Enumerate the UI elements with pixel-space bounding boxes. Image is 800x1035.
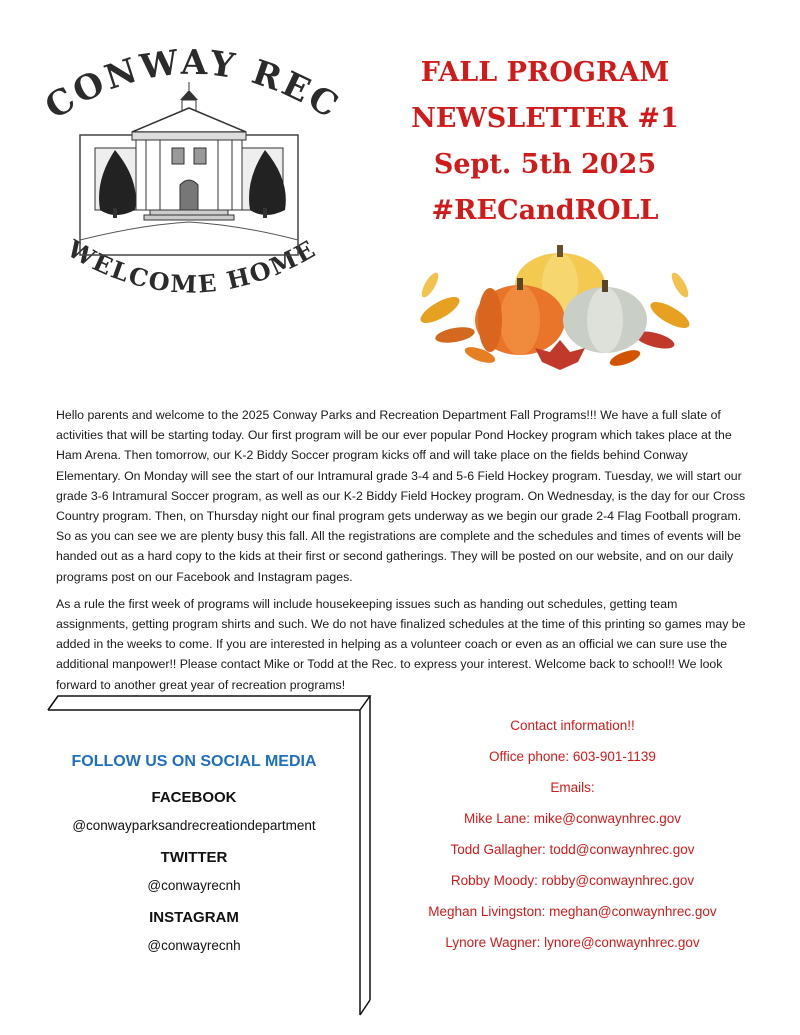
- headline-line-1: FALL PROGRAM: [420, 57, 670, 88]
- contact-section: [400, 710, 745, 958]
- headline-line-3: Sept. 5th 2025: [433, 149, 657, 180]
- contact-heading: Contact information!!: [510, 718, 635, 733]
- twitter-handle[interactable]: @conwayrecnh: [147, 878, 241, 893]
- twitter-label: TWITTER: [160, 849, 228, 866]
- autumn-pumpkins-illustration: [410, 240, 700, 375]
- svg-text:WELCOME HOME: [62, 233, 322, 298]
- logo-bottom-text: WELCOME HOME: [62, 233, 322, 299]
- instagram-label: INSTAGRAM: [149, 909, 239, 926]
- logo-top-text: CONWAY RE: [40, 42, 319, 128]
- office-phone[interactable]: Office phone: 603-901-1139: [489, 749, 656, 764]
- social-heading: FOLLOW US ON SOCIAL MEDIA: [71, 753, 317, 770]
- facebook-handle[interactable]: @conwayparksandrecreationdepartment: [72, 818, 316, 833]
- body-paragraph-2: As a rule the first week of programs will include housekeeping issues such as handing out schedules, getting team assignments, getting program shirts and such. We do not have finalized schedules at the time of this printing so games may be added in the weeks to come. If you are interested in helping as a volunteer coach or even as an official we can sure use the additional manpower!! Please contact Mike or Todd at the Rec. to express your interest. Welcome back to school!! We look forward to another great year of recreation programs!: [56, 596, 746, 692]
- emails-label: Emails:: [550, 780, 595, 795]
- instagram-handle[interactable]: @conwayrecnh: [147, 938, 241, 953]
- email-lynore[interactable]: Lynore Wagner: lynore@conwaynhrec.gov: [445, 935, 700, 950]
- body-paragraph-1: Hello parents and welcome to the 2025 Conway Parks and Recreation Department Fall Programs!!! We have a full slate of activities that will be starting today. Our first program will be our ever popular Pond Hockey program which takes place at the Ham Arena. Then tomorrow, our K-2 Biddy Soccer program kicks off and will take place on the fields behind Conway Elementary. On Monday will see the start of our Intramural grade 3-4 and 5-6 Field Hockey program. Tuesday, we will start our grade 3-6 Intramural Soccer program, as well as our K-2 Biddy Field Hockey program. On Wednesday, is the day for our Cross Country program. Then, on Thursday night our final program gets underway as we begin our grade 2-4 Flag Football program. So as you can see we are plenty busy this fall. All the registrations are complete and the schedules and times of events will be handed out as a hard copy to the kids at their first or second gatherings. They will be posted on our website, and on our daily programs post on our Facebook and Instagram pages.: [56, 408, 746, 584]
- headline-line-4: #RECandROLL: [431, 195, 659, 226]
- newsletter-headline: [380, 50, 710, 234]
- email-meghan[interactable]: Meghan Livingston: meghan@conwaynhrec.gov: [428, 904, 717, 919]
- conway-rec-logo: [40, 40, 340, 320]
- headline-line-2: NEWSLETTER #1: [411, 103, 679, 134]
- newsletter-body: [56, 405, 746, 702]
- email-mike[interactable]: Mike Lane: mike@conwaynhrec.gov: [463, 811, 682, 826]
- facebook-label: FACEBOOK: [151, 789, 237, 806]
- pumpkin-icon: [410, 240, 700, 375]
- social-media-section: [54, 753, 334, 969]
- email-robby[interactable]: Robby Moody: robby@conwaynhrec.gov: [450, 873, 695, 888]
- email-todd[interactable]: Todd Gallagher: todd@conwaynhrec.gov: [450, 842, 695, 857]
- town-hall-building-illustration: [40, 40, 340, 320]
